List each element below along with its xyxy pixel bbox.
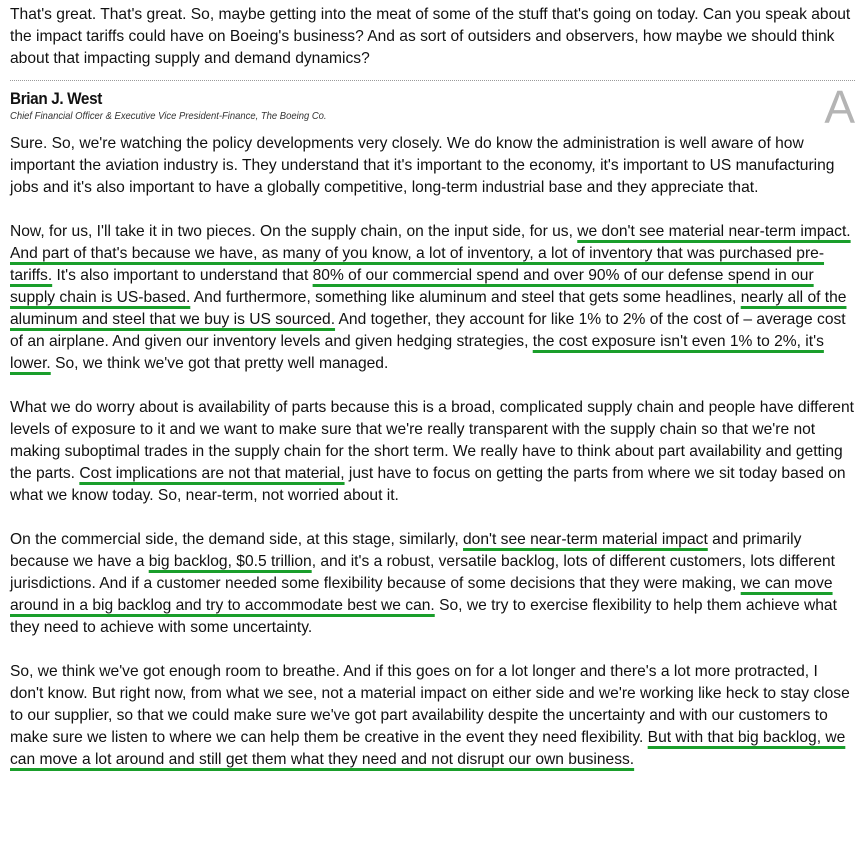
answer-paragraph bbox=[10, 661, 855, 771]
highlighted-text: we can move around in a big backlog and try to accommodate best we can. bbox=[10, 575, 833, 614]
answer-paragraph bbox=[10, 529, 855, 639]
text-segment: and primarily because we have a bbox=[10, 531, 802, 570]
highlighted-text: nearly all of the aluminum and steel that we buy is US sourced. bbox=[10, 289, 847, 328]
text-segment: So, we think we've got that pretty well managed. bbox=[50, 355, 389, 372]
answer-paragraph bbox=[10, 221, 855, 375]
highlighted-text: 80% of our commercial spend and over 90% of our defense spend in our supply chain is US-based. bbox=[10, 267, 814, 306]
highlighted-text: we don't see material near-term impact. And part of that's because we have, as many of you know, a lot of inventory, a lot of inventory that was purchased pre-tariffs. bbox=[10, 223, 851, 284]
speaker-header bbox=[10, 81, 855, 133]
answer-body bbox=[10, 133, 855, 771]
highlighted-text: don't see near-term material impact bbox=[463, 531, 708, 548]
text-segment: So, we think we've got enough room to breathe. And if this goes on for a lot longer and there's a lot more protracted, I don't know. But right now, from what we see, not a material impact on either side and we're working like heck to stay close to our supplier, so that we could make sure we've got part availability despite the uncertainty and with our customers to make sure we listen to where we can help them be creative in the event they need flexibility. bbox=[10, 663, 850, 746]
text-segment: , and it's a robust, versatile backlog, lots of different customers, lots different jurisdictions. And if a customer needed some flexibility because of some decisions that they were making, bbox=[10, 553, 836, 592]
text-segment: What we do worry about is availability of parts because this is a broad, complicated supply chain and people have different levels of exposure to it and we want to make sure that we're really transparent with the supply chain so that we're not making suboptimal trades in the supply chain for the short term. We really have to think about part availability and getting the parts. bbox=[10, 399, 854, 482]
answer-paragraph bbox=[10, 397, 855, 507]
highlighted-text: But with that big backlog, we can move a lot around and still get them what they need and not disrupt our own business. bbox=[10, 729, 846, 768]
text-segment: And together, they account for like 1% to 2% of the cost of – average cost of an airplane. And given our inventory levels and given hedging strategies, bbox=[10, 311, 846, 350]
highlighted-text: big backlog, $0.5 trillion bbox=[148, 553, 312, 570]
text-segment: Now, for us, I'll take it in two pieces. On the supply chain, on the input side, for us, bbox=[10, 223, 578, 240]
speaker-title: Chief Financial Officer & Executive Vice President-Finance, The Boeing Co. bbox=[10, 110, 327, 122]
highlighted-text: the cost exposure isn't even 1% to 2%, it's lower. bbox=[10, 333, 824, 372]
text-segment: So, we try to exercise flexibility to help them achieve what they need to achieve with some uncertainty. bbox=[10, 597, 837, 636]
text-segment: Sure. So, we're watching the policy developments very closely. We do know the administration is well aware of how important the aviation industry is. They understand that it's important to the economy, it's important to US manufacturing jobs and it's also important to have a globally competitive, long-term industrial base and they appreciate that. bbox=[10, 135, 835, 196]
answer-paragraph bbox=[10, 133, 855, 199]
text-segment: just have to focus on getting the parts from where we sit today based on what we know today. So, near-term, not worried about it. bbox=[10, 465, 846, 504]
highlighted-text: Cost implications are not that material, bbox=[79, 465, 345, 482]
text-segment: It's also important to understand that bbox=[52, 267, 313, 284]
text-segment: On the commercial side, the demand side, at this stage, similarly, bbox=[10, 531, 463, 548]
question-text: That's great. That's great. So, maybe getting into the meat of some of the stuff that's going on today. Can you speak about the impact tariffs could have on Boeing's business? And as sort of outsiders and observers, how maybe we should think about that impacting supply and demand dynamics? bbox=[10, 6, 851, 67]
speaker-name: Brian J. West bbox=[10, 89, 102, 108]
answer-marker: A bbox=[824, 81, 855, 133]
text-segment: And furthermore, something like aluminum and steel that gets some headlines, bbox=[190, 289, 741, 306]
section-divider bbox=[10, 80, 855, 81]
transcript-page bbox=[10, 4, 855, 793]
